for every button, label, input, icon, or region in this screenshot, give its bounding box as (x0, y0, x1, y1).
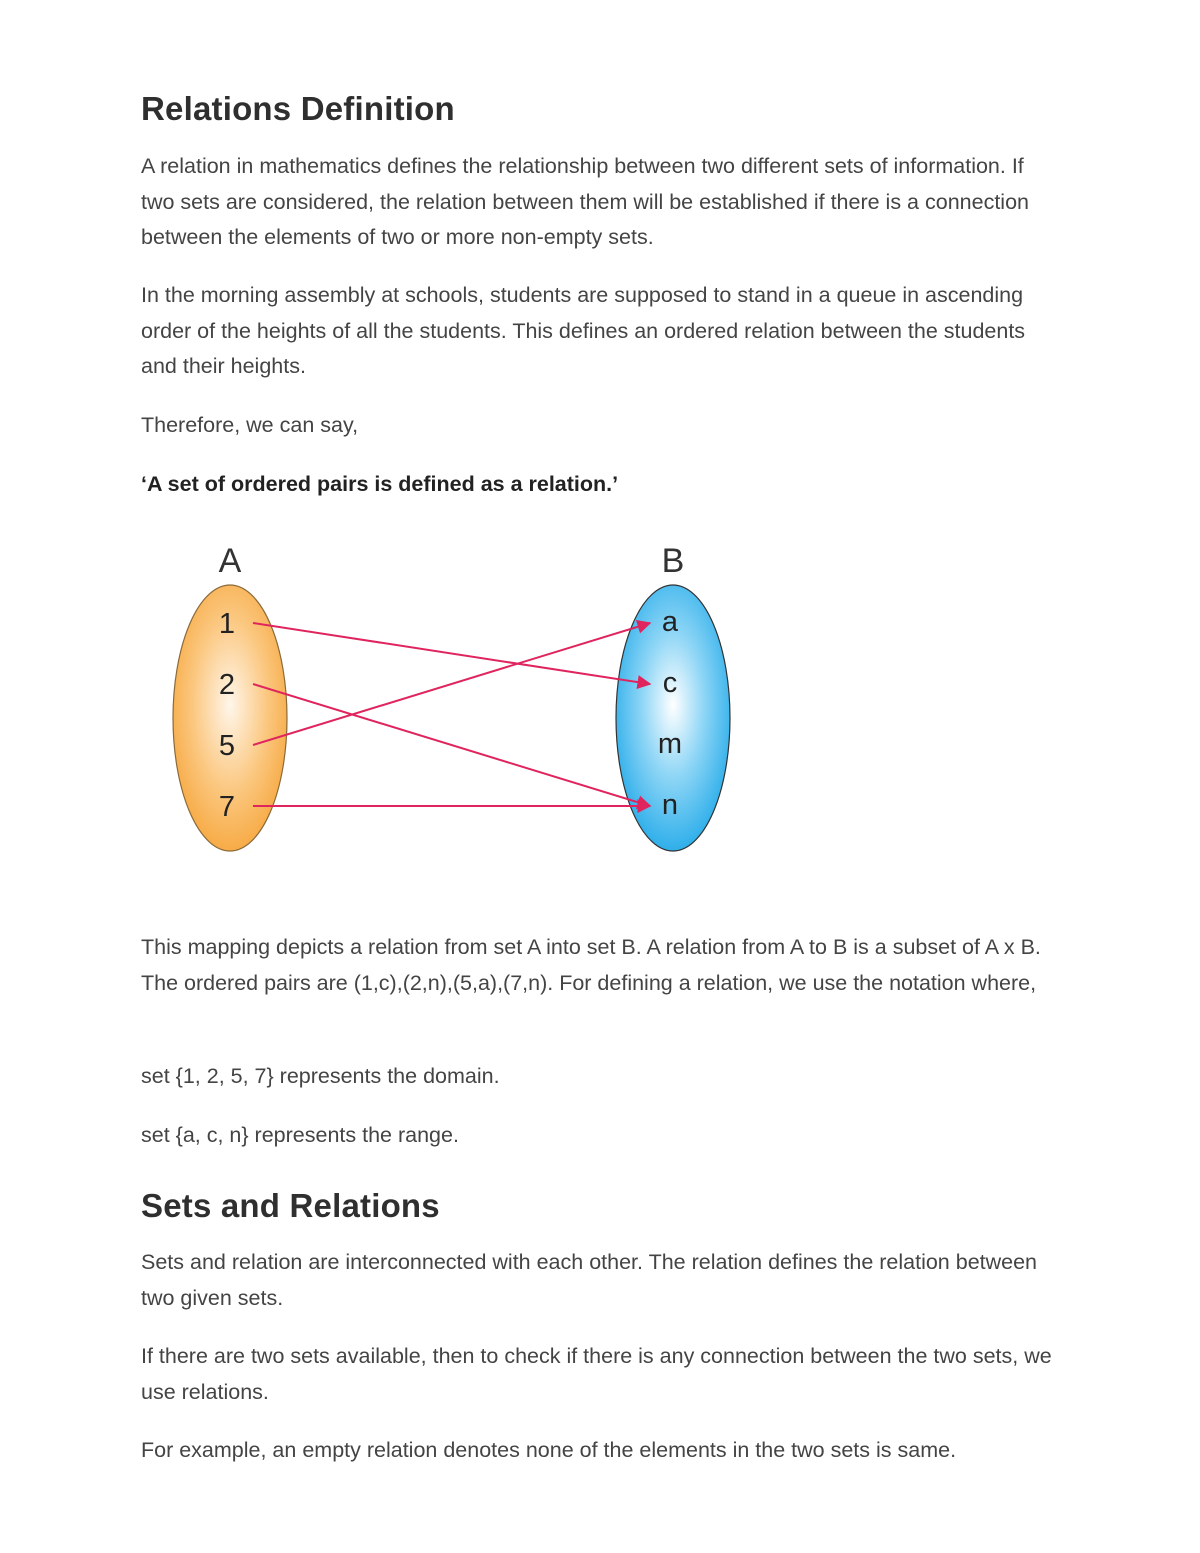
paragraph-empty-relation: For example, an empty relation denotes none of the elements in the two sets is same. (141, 1438, 957, 1462)
paragraph-assembly-example: In the morning assembly at schools, students are supposed to stand in a queue in ascending order of the heights of all the students. This defines an ordered relation between the students and their heights. (141, 283, 1026, 378)
heading-relations-definition: Relations Definition (141, 90, 455, 127)
heading-sets-and-relations: Sets and Relations (141, 1187, 440, 1224)
relation-mapping-diagram (160, 535, 760, 865)
mapping-arrow-5-a (253, 623, 650, 745)
set-a-label: A (218, 542, 242, 580)
paragraph-mapping-description: This mapping depicts a relation from set A into set B. A relation from A to B is a subset of A x B. The ordered pairs are (1,c),(2,n),(5,a),(7,n). For defining a relation, we use the notation where, (141, 935, 1041, 995)
set-a-element-7: 7 (218, 791, 236, 823)
set-b-element-a: a (661, 606, 679, 638)
set-b-element-c: c (662, 667, 678, 699)
relation-definition-quote: ‘A set of ordered pairs is defined as a relation.’ (141, 472, 619, 496)
paragraph-range: set {a, c, n} represents the range. (141, 1123, 459, 1147)
paragraph-sets-interconnected: Sets and relation are interconnected with each other. The relation defines the relation between two given sets. (141, 1250, 1038, 1310)
mapping-arrow-2-n (253, 684, 650, 806)
paragraph-relation-intro: A relation in mathematics defines the relationship between two different sets of information. If two sets are considered, the relation between them will be established if there is a connection between the elements of two or more non-empty sets. (141, 154, 1029, 249)
set-a-element-2: 2 (218, 669, 236, 701)
set-b-element-n: n (661, 789, 679, 821)
set-b-label: B (661, 542, 685, 580)
mapping-arrow-1-c (253, 623, 650, 684)
paragraph-check-connection: If there are two sets available, then to check if there is any connection between the two sets, we use relations. (141, 1344, 1052, 1404)
paragraph-domain: set {1, 2, 5, 7} represents the domain. (141, 1064, 500, 1088)
set-b-element-m: m (657, 728, 683, 760)
set-a-element-1: 1 (218, 608, 236, 640)
paragraph-therefore: Therefore, we can say, (141, 413, 359, 437)
set-a-element-5: 5 (218, 730, 236, 762)
